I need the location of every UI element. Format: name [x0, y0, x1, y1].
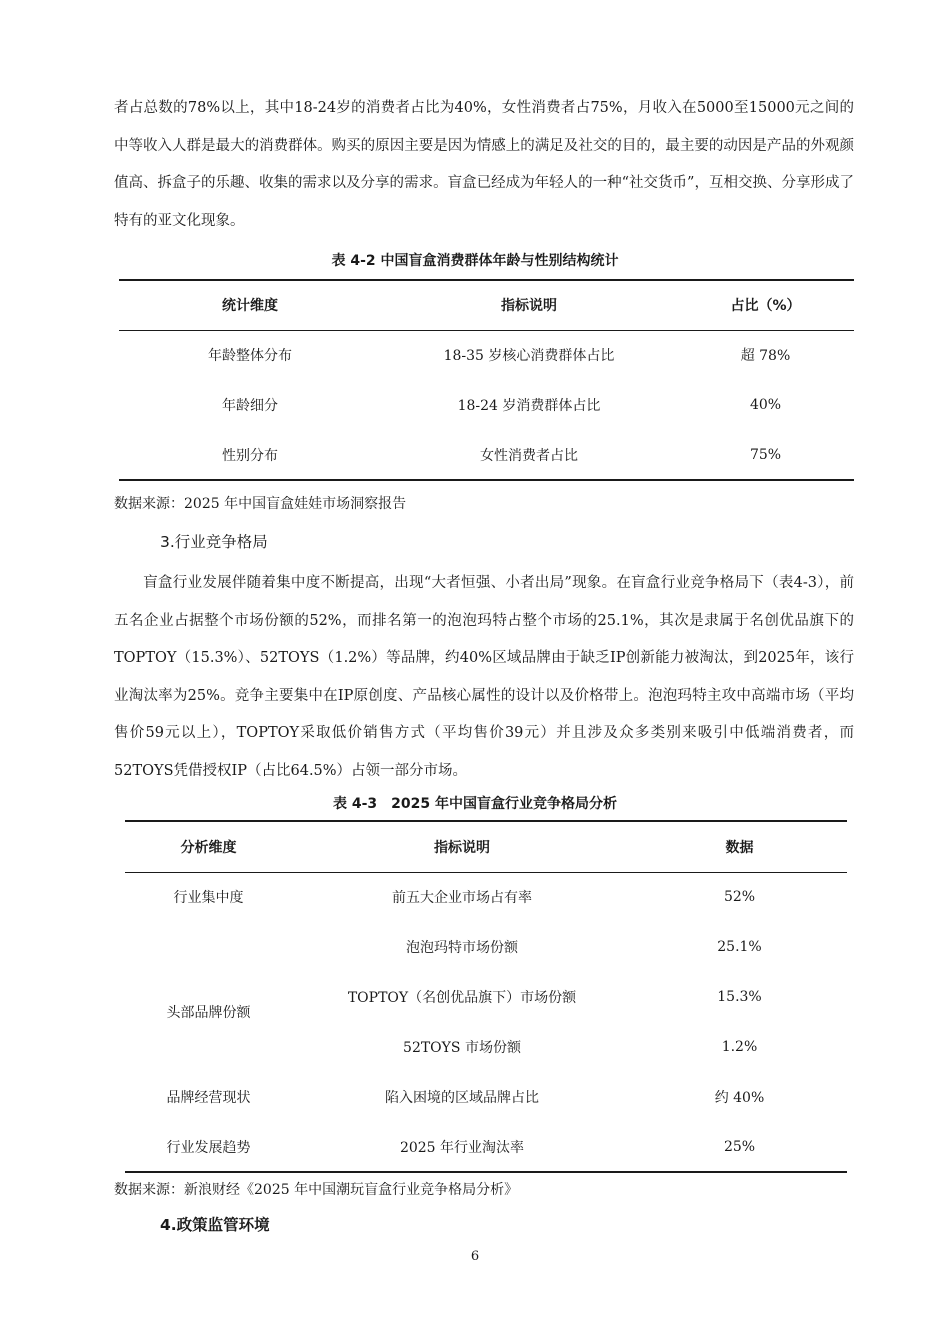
table-cell: 陷入困境的区域品牌占比: [385, 1090, 539, 1106]
table-header-cell: 数据: [725, 839, 754, 856]
table-cell: 头部品牌份额: [166, 1005, 251, 1021]
table-cell: [125, 922, 292, 972]
intro-paragraph: 者占总数的78%以上，其中18-24岁的消费者占比为40%，女性消费者占75%，月收入在5000至15000元之间的中等收入人群是最大的消费群体。购买的原因主要是因为情感上的满足及社交的目的，最主要的动因是产品的外观颜值高、拆盒子的乐趣、收集的需求以及分享的需求。盲盒已经成为年轻人的一种“社交货币”，互相交换、分享形成了特有的亚文化现象。: [114, 100, 854, 229]
section3-paragraph: [114, 565, 854, 791]
table-cell: 52%: [723, 889, 756, 906]
competition-table: [125, 820, 847, 1173]
table2-source: 数据来源：新浪财经《2025 年中国潮玩盲盒行业竞争格局分析》: [114, 1182, 519, 1198]
table-row: [125, 872, 847, 922]
table-cell: 15.3%: [717, 989, 762, 1005]
table-row: [125, 1122, 847, 1172]
table-cell: 品牌经营现状: [166, 1090, 251, 1106]
table-header-row: [125, 821, 847, 872]
table-cell: 25.1%: [717, 939, 762, 955]
table-cell: 前五大企业市场占有率: [392, 890, 532, 907]
table1-source: 数据来源：2025 年中国盲盒娃娃市场洞察报告: [114, 496, 407, 512]
table-cell: [125, 1022, 292, 1072]
table-header-cell: 指标说明: [501, 298, 557, 315]
table-header-cell: 指标说明: [434, 839, 490, 856]
table-cell: 行业发展趋势: [166, 1139, 251, 1156]
table-header-cell: 占比（%）: [730, 298, 801, 315]
table-cell: 超 78%: [740, 348, 791, 365]
table-cell: 年龄细分: [222, 398, 278, 414]
consumer-structure-table: [119, 279, 854, 481]
table-header-cell: 统计维度: [222, 298, 278, 315]
table-cell: 75%: [749, 446, 782, 463]
section4-heading: 4.政策监管环境: [160, 1216, 270, 1234]
table-header-cell: 分析维度: [180, 839, 237, 856]
table-cell: 25%: [723, 1138, 756, 1155]
table-row: [119, 330, 854, 380]
table-cell: TOPTOY（名创优品旗下）市场份额: [347, 990, 577, 1006]
table-cell: 性别分布: [222, 447, 278, 464]
table-cell: 18-35 岁核心消费群体占比: [443, 348, 615, 365]
table-row: [125, 1072, 847, 1122]
table-cell: 行业集中度: [173, 890, 244, 907]
table-row: [125, 1022, 847, 1072]
table2-caption: 表 4-3 2025 年中国盲盒行业竞争格局分析: [332, 796, 617, 812]
table-cell: 52TOYS 市场份额: [403, 1040, 521, 1056]
table-row: [125, 972, 847, 1022]
section3-heading: 3.行业竞争格局: [160, 533, 268, 551]
table-cell: 约 40%: [714, 1090, 765, 1106]
table-cell: 1.2%: [721, 1039, 758, 1055]
page-number: 6: [470, 1249, 480, 1264]
table-cell: 40%: [749, 397, 782, 413]
table1-caption: 表 4-2 中国盲盒消费群体年龄与性别结构统计: [331, 253, 619, 269]
table-row: [125, 922, 847, 972]
table-cell: 女性消费者占比: [480, 447, 578, 464]
table-row: [119, 380, 854, 430]
table-header-row: [119, 280, 854, 330]
table-cell: 2025 年行业淘汰率: [399, 1139, 525, 1156]
table-cell: 泡泡玛特市场份额: [406, 940, 518, 956]
table-cell: 年龄整体分布: [208, 348, 292, 365]
table-cell: 18-24 岁消费群体占比: [457, 398, 601, 414]
section3-paragraph-text: 盲盒行业发展伴随着集中度不断提高，出现“大者恒强、小者出局”现象。在盲盒行业竞争格局下（表4-3），前五名企业占据整个市场份额的52%，而排名第一的泡泡玛特占整个市场的25.1%，其次是隶属于名创优品旗下的TOPTOY（15.3%）、52TOYS（1.2%）等品牌，约40%区域品牌由于缺乏IP创新能力被淘汰，到2025年，该行业淘汰率为25%。竞争主要集中在IP原创度、产品核心属性的设计以及价格带上。泡泡玛特主攻中高端市场（平均售价59元以上），TOPTOY采取低价销售方式（平均售价39元）并且涉及众多类别来吸引中低端消费者，而52TOYS凭借授权IP（占比64.5%）占领一部分市场。: [114, 575, 854, 779]
table-row: [119, 430, 854, 480]
